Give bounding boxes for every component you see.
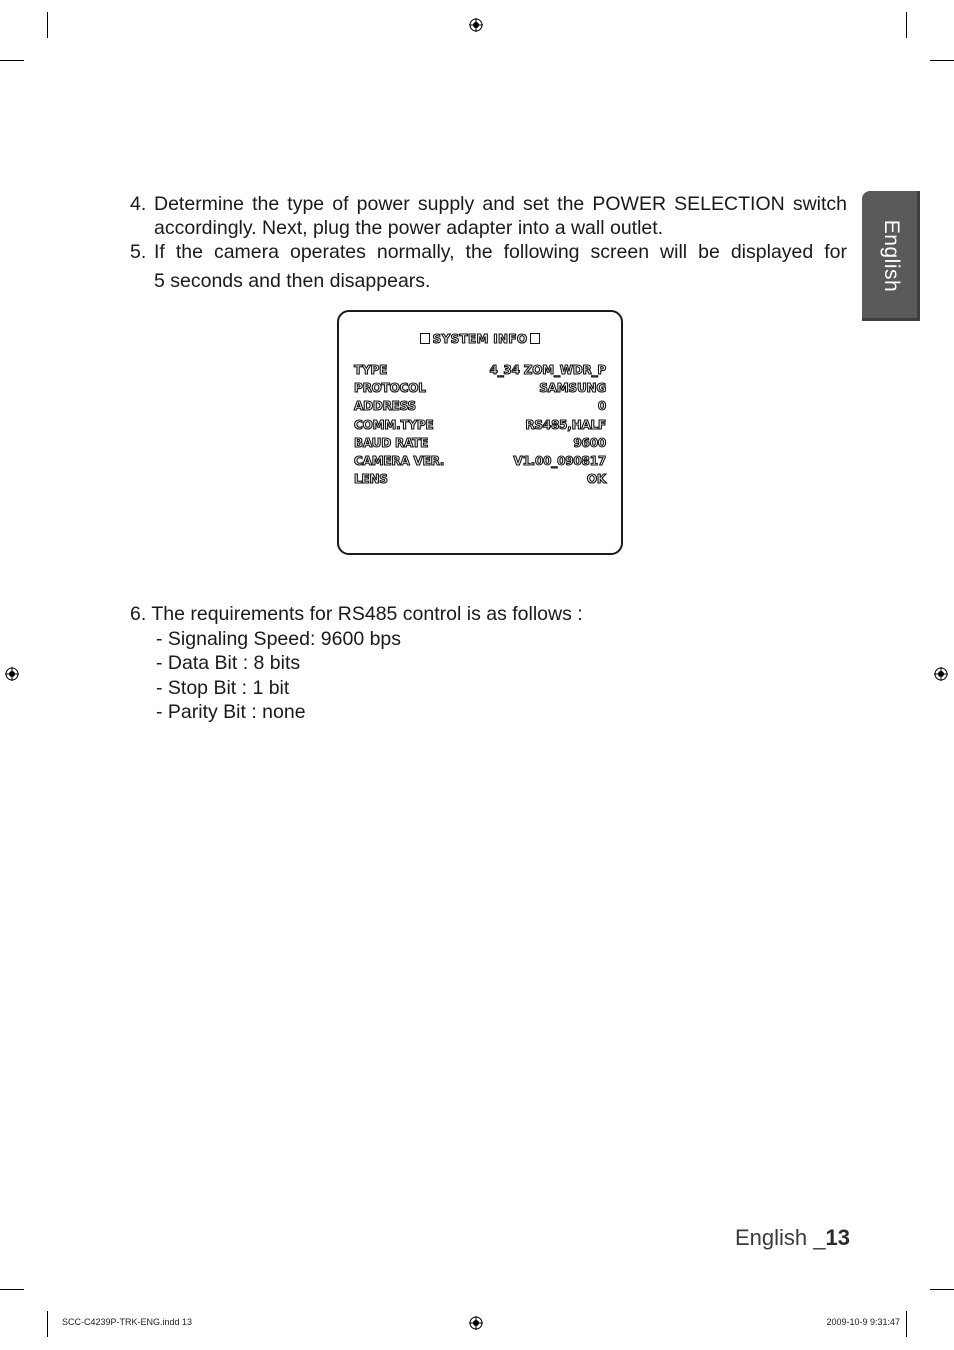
requirement-item: - Parity Bit : none — [156, 701, 306, 724]
osd-info-list — [354, 363, 606, 490]
slug-timestamp: 2009-10-9 9:31:47 — [826, 1317, 900, 1327]
step-6 — [130, 602, 583, 725]
osd-row-baud-rate — [354, 436, 606, 454]
step-number: 4. — [130, 193, 147, 215]
osd-bracket-icon — [530, 333, 540, 344]
step-number: 6. — [130, 603, 147, 625]
crop-mark — [906, 1311, 907, 1337]
osd-label: ADDRESS — [354, 399, 416, 414]
osd-row-lens — [354, 472, 606, 490]
registration-mark-icon — [469, 18, 483, 32]
requirement-item: - Stop Bit : 1 bit — [156, 676, 290, 699]
osd-label: CAMERA VER. — [354, 453, 445, 468]
requirement-item: - Signaling Speed: 9600 bps — [156, 627, 402, 650]
step-text-line: 5 seconds and then disappears. — [154, 270, 431, 292]
osd-value: 0 — [597, 399, 606, 414]
step-text: Determine the type of power supply and set the POWER SELECTION switch accordingly. Next, plug the power adapter into a wall outlet. — [154, 193, 847, 239]
osd-row-type — [354, 363, 606, 381]
side-tab-label: English — [880, 219, 903, 293]
crop-mark — [0, 60, 24, 61]
step-5 — [130, 240, 847, 293]
registration-mark-icon — [469, 1316, 483, 1330]
osd-row-comm-type — [354, 418, 606, 436]
osd-value: RS485,HALF — [525, 417, 606, 432]
osd-value: 9600 — [573, 435, 606, 450]
step-text-line: If the camera operates normally, the following screen will be displayed for — [154, 241, 847, 263]
osd-label: COMM.TYPE — [354, 417, 434, 432]
slug-filename: SCC-C4239P-TRK-ENG.indd 13 — [62, 1317, 193, 1327]
page-footer — [735, 1225, 850, 1251]
step-number: 5. — [130, 241, 147, 263]
step-4 — [130, 192, 847, 240]
osd-row-camera-ver — [354, 454, 606, 472]
osd-title-text: SYSTEM INFO — [432, 332, 528, 346]
registration-mark-icon — [934, 667, 948, 681]
osd-value: SAMSUNG — [539, 381, 606, 396]
crop-mark — [930, 1289, 954, 1290]
osd-label: PROTOCOL — [354, 381, 426, 396]
crop-mark — [930, 60, 954, 61]
osd-system-info-screen — [337, 310, 623, 555]
language-side-tab — [862, 191, 920, 321]
crop-mark — [47, 1311, 48, 1337]
footer-language: English _ — [735, 1225, 826, 1250]
osd-value: OK — [586, 472, 606, 487]
osd-label: LENS — [354, 472, 388, 487]
requirement-item: - Data Bit : 8 bits — [156, 652, 301, 675]
osd-row-address — [354, 399, 606, 417]
crop-mark — [47, 12, 48, 38]
osd-row-protocol — [354, 381, 606, 399]
osd-label: BAUD RATE — [354, 435, 429, 450]
osd-title — [339, 332, 621, 346]
osd-label: TYPE — [354, 363, 388, 377]
osd-value: 4_34 ZOM_WDR_P — [489, 363, 606, 377]
registration-mark-icon — [5, 667, 19, 681]
osd-value: V1.00_090817 — [513, 453, 606, 468]
page-number: 13 — [825, 1225, 850, 1250]
crop-mark — [0, 1289, 24, 1290]
osd-bracket-icon — [420, 333, 430, 344]
crop-mark — [906, 12, 907, 38]
step-text: 6. The requirements for RS485 control is as follows : — [130, 603, 583, 625]
